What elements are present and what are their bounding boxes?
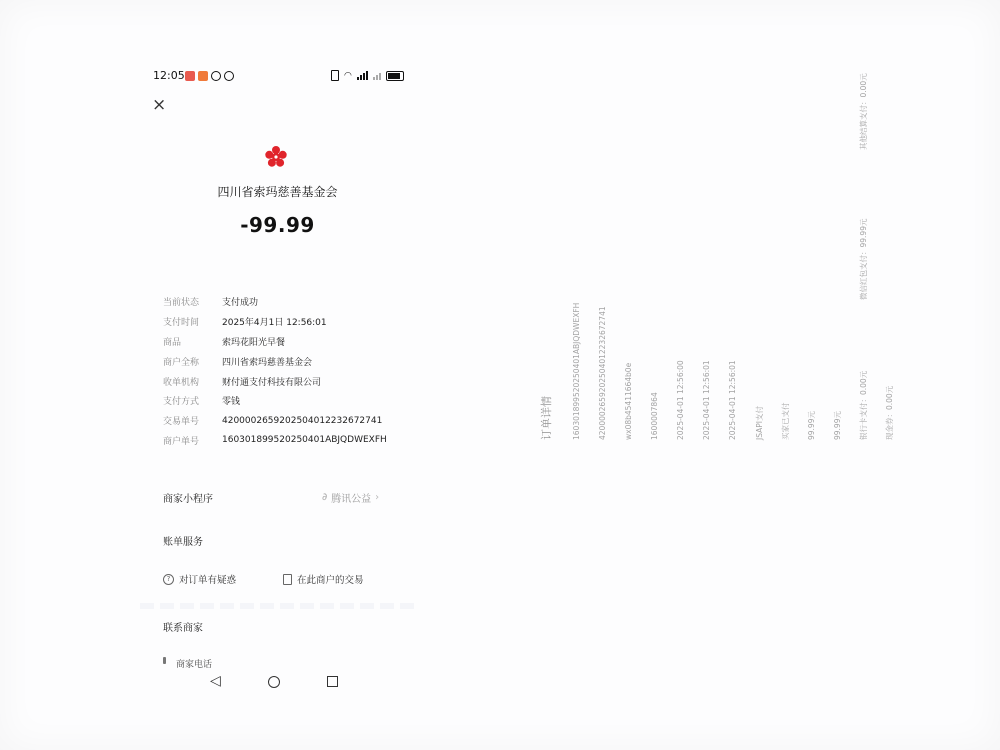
detail-row-transaction-id	[163, 411, 387, 431]
vibrate-icon	[331, 70, 339, 81]
detail-label: 支付时间	[163, 318, 200, 329]
bleed-through-receipt	[540, 10, 1000, 450]
merchant-phone-row[interactable]	[163, 657, 212, 670]
battery-icon	[386, 71, 404, 81]
system-icons	[331, 70, 404, 81]
merchant-name: 四川省索玛慈善基金会	[217, 185, 338, 199]
notification-icons	[185, 71, 234, 81]
link-icon: ∂	[322, 492, 328, 503]
receipt-row: 99.99元	[807, 411, 816, 440]
detail-row-time	[163, 312, 387, 332]
detail-value: 财付通支付科技有限公司	[222, 377, 322, 388]
detail-value: 四川省索玛慈善基金会	[222, 357, 313, 368]
receipt-row: 1600007864	[650, 392, 659, 440]
detail-value: 零钱	[222, 397, 241, 408]
android-nav-bar	[210, 673, 340, 689]
mini-program-link-label: 腾讯公益	[331, 494, 372, 505]
close-button[interactable]: ×	[152, 95, 167, 115]
detail-value[interactable]: 4200002659202504012232672741	[222, 415, 383, 426]
receipt-title: 订单详情	[540, 396, 553, 440]
detail-label: 商户全称	[163, 357, 200, 368]
order-inquiry-label: 对订单有疑惑	[179, 575, 237, 586]
receipt-row: 160301899520250401ABJQDWEXFH	[572, 302, 581, 440]
scan-artifact	[140, 603, 415, 609]
signal-icon	[357, 71, 368, 80]
receipt-row: 4200002659202504012232672741	[598, 306, 607, 440]
alarm-icon	[224, 71, 234, 81]
detail-row-acquirer	[163, 371, 387, 391]
detail-row-payment-method	[163, 391, 387, 411]
question-icon: ?	[163, 574, 174, 585]
detail-label: 商品	[163, 337, 182, 348]
merchant-flower-logo-icon	[264, 145, 288, 169]
detail-row-status	[163, 292, 387, 312]
status-time: 12:05	[153, 69, 185, 82]
detail-label: 当前状态	[163, 298, 200, 309]
eye-icon	[211, 71, 221, 81]
notification-app-icon	[198, 71, 208, 81]
receipt-row: 99.99元	[833, 411, 842, 440]
detail-row-merchant-order-id	[163, 431, 387, 451]
order-inquiry-button[interactable]	[163, 572, 236, 586]
receipt-row: 买家已支付	[781, 402, 790, 440]
receipt-row: 2025-04-01 12:56:01	[702, 360, 711, 440]
receipt-row: 2025-04-01 12:56:00	[676, 360, 685, 440]
phone-screenshot	[140, 55, 415, 705]
detail-value: 索玛花阳光早餐	[222, 337, 286, 348]
nav-recent-apps-button[interactable]	[327, 676, 338, 687]
receipt-row: wx08b45411664b0e	[624, 362, 633, 440]
receipt-row: JSAPI支付	[755, 406, 764, 440]
detail-value: 支付成功	[222, 298, 259, 309]
receipt-row: 现金券：0.00元	[885, 385, 894, 440]
merchant-trades-label: 在此商户的交易	[297, 575, 364, 586]
detail-label: 收单机构	[163, 377, 200, 388]
detail-row-merchant	[163, 351, 387, 371]
wifi-icon: ◠	[344, 70, 352, 81]
nav-back-button[interactable]: ◁	[210, 673, 221, 689]
transaction-details	[163, 292, 387, 450]
receipt-row: 2025-04-01 12:56:01	[728, 360, 737, 440]
merchant-phone-label: 商家电话	[176, 660, 213, 670]
chevron-right-icon: ›	[375, 492, 380, 503]
status-bar	[153, 69, 403, 85]
notification-app-icon	[185, 71, 195, 81]
detail-value: 2025年4月1日 12:56:01	[222, 318, 327, 329]
mini-program-link[interactable]	[322, 490, 379, 505]
contact-merchant-section-label: 联系商家	[163, 623, 203, 634]
receipt-row: 其他结算支付：0.00元	[859, 73, 868, 150]
bill-service-section-label: 账单服务	[163, 537, 203, 548]
detail-label: 交易单号	[163, 417, 200, 428]
detail-row-product	[163, 332, 387, 352]
payment-amount: -99.99	[240, 213, 315, 237]
detail-label: 商户单号	[163, 436, 200, 447]
detail-label: 支付方式	[163, 397, 200, 408]
signal-icon-secondary	[373, 71, 381, 80]
document-icon	[283, 574, 292, 585]
mini-program-section-label: 商家小程序	[163, 494, 213, 505]
phone-icon	[163, 657, 166, 664]
merchant-trades-button[interactable]	[283, 572, 364, 586]
receipt-row: 微信红包支付：99.99元	[859, 218, 868, 300]
receipt-row: 银行卡支付：0.00元	[859, 370, 868, 440]
detail-value[interactable]: 16030189952025040​1ABJQDWEXFH	[222, 435, 387, 446]
nav-home-button[interactable]	[268, 676, 280, 688]
